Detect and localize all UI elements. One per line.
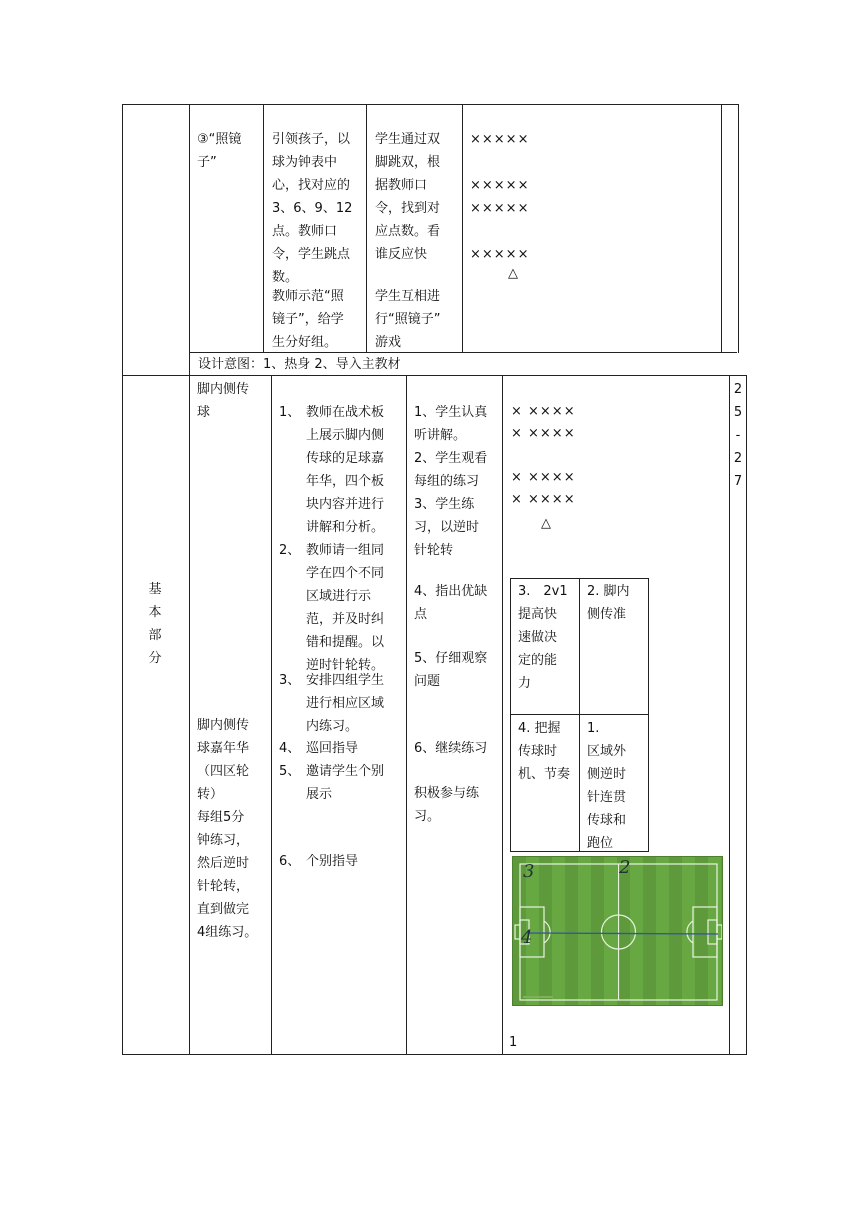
formation-row: × ×××× [511, 492, 576, 507]
teacher-item-num: 1、 [279, 405, 301, 420]
field-caption: 1 [509, 1035, 518, 1050]
teacher-item-num: 6、 [279, 854, 301, 869]
formation-row: ××××× [470, 201, 530, 216]
formation-row [511, 444, 631, 466]
field-mark-2: 2 [619, 857, 631, 878]
football-field-image [512, 856, 723, 1006]
basic-student-3: 5、仔细观察 问题 [414, 651, 488, 689]
top-step-cell: ③“照镜 子” [197, 132, 242, 170]
teacher-item-text: 教师在战术板 上展示脚内侧 传球的足球嘉 年华，四个板 块内容并进行 讲解和分析。 [306, 405, 385, 535]
top-teacher-activity: 引领孩子，以 球为钟表中 心，找对应的 3、6、9、12 点。教师口 令，学生跳点 数。 [272, 132, 353, 285]
teacher-item-text: 个别指导 [306, 854, 359, 869]
teacher-item-num: 4、 [279, 741, 301, 756]
formation-row [470, 220, 590, 243]
zone-3-text: 3. 2v1 提高快 速做决 定的能 力 [518, 584, 568, 691]
basic-teacher-mark: △ [541, 516, 551, 531]
field-mark-3: 3 [523, 861, 535, 882]
basic-student-4: 6、继续练习 [414, 741, 488, 756]
formation-row: × ×××× [511, 404, 576, 419]
teacher-item-num: 2、 [279, 543, 301, 558]
zone-2-text: 2. 脚内 侧传准 [587, 584, 630, 622]
field-mark-4: 4 [521, 927, 533, 948]
zone-4-text: 4. 把握 传球时 机、节奏 [518, 721, 571, 782]
time-label: 2 5 - 2 7 [733, 382, 743, 489]
basic-content-title: 脚内侧传 球 [197, 382, 250, 420]
formation-row [470, 151, 590, 174]
top-teacher-mark: △ [508, 266, 518, 281]
zone-1-text: 1. 区域外 侧逆时 针连贯 传球和 跑位 [587, 721, 627, 851]
teacher-item-num: 5、 [279, 764, 301, 779]
formation-row: ××××× [470, 178, 530, 193]
basic-student-5: 积极参与练 习。 [414, 786, 480, 824]
teacher-item-text: 邀请学生个别 展示 [306, 764, 385, 802]
top-student-activity: 学生通过双 脚跳双，根 据教师口 令，找到对 应点数。看 谁反应快 [375, 132, 441, 262]
teacher-item-text: 教师请一组同 学在四个不同 区域进行示 范，并及时纠 错和提醒。以 逆时针轮转。 [306, 543, 385, 673]
design-intent: 设计意图：1、热身 2、导入主教材 [198, 357, 401, 372]
section-label-basic: 基 本 部 分 [148, 582, 162, 666]
teacher-item-num: 3、 [279, 673, 301, 688]
basic-student-2: 4、指出优缺 点 [414, 584, 488, 622]
formation-row: × ×××× [511, 426, 576, 441]
basic-student-1: 1、学生认真 听讲解。 2、学生观看 每组的练习 3、学生练 习，以逆时 针轮转 [414, 405, 488, 558]
teacher-item-text: 安排四组学生 进行相应区域 内练习。 [306, 673, 385, 734]
top-teacher-demo: 教师示范“照 镜子”，给学 生分好组。 [272, 289, 344, 350]
top-student-mirror: 学生互相进 行“照镜子” 游戏 [375, 289, 441, 350]
formation-row: ××××× [470, 132, 530, 147]
basic-content-carnival: 脚内侧传 球嘉年华 （四区轮 转） 每组5分 钟练习， 然后逆时 针轮转， 直到做完 4组练习。 [197, 718, 258, 940]
basic-formation [511, 400, 631, 510]
formation-row: × ×××× [511, 470, 576, 485]
top-formation [470, 128, 590, 266]
teacher-item-text: 巡回指导 [306, 741, 359, 756]
formation-row: ××××× [470, 247, 530, 262]
field-lines [513, 857, 723, 1006]
